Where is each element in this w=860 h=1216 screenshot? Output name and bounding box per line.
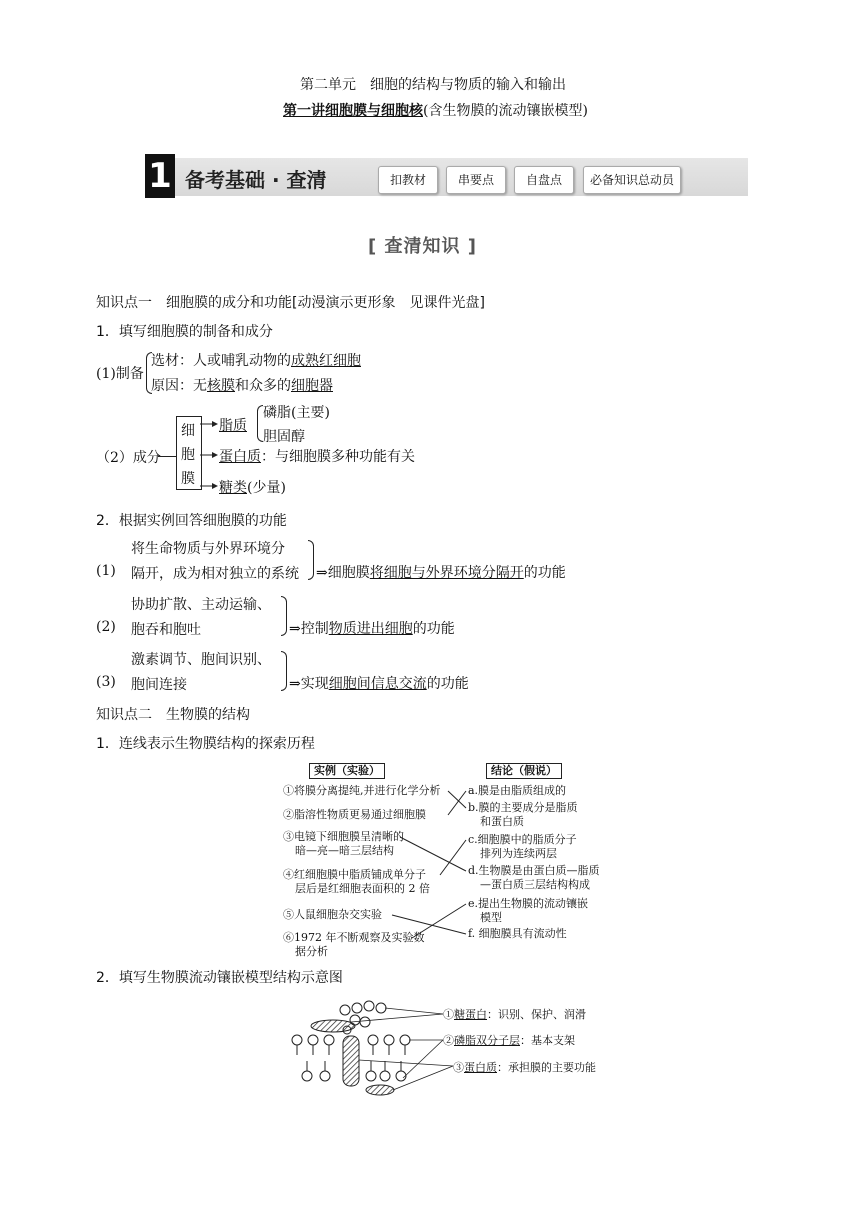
col-left-header: 实例（实验） — [309, 763, 385, 779]
f3-line1: 激素调节、胞间识别、 — [131, 652, 271, 668]
col-right-header: 结论（假说） — [486, 763, 562, 779]
fm-label-2-answer: 磷脂双分子层 — [454, 1034, 520, 1047]
comp-label: （2）成分 — [96, 450, 161, 466]
f1-result-a: ⇒细胞膜 — [316, 565, 370, 581]
match-line-5-f — [392, 915, 466, 934]
kp1-q1-title: 1．填写细胞膜的制备和成分 — [96, 324, 273, 340]
f3-line2: 胞间连接 — [131, 677, 187, 693]
sugar-label: 糖类 — [219, 480, 247, 496]
left-item-3a: ③电镜下细胞膜呈清晰的 — [283, 830, 404, 843]
fm-label-1-rest: ：识别、保护、润滑 — [487, 1008, 586, 1021]
prep-line1-answer: 成熟红细胞 — [291, 353, 361, 369]
membrane-char-2: 胞 — [181, 447, 195, 463]
fm-label-2 — [443, 1034, 575, 1048]
lipid-sub1: 磷脂(主要) — [263, 405, 330, 421]
f3-result-answer: 细胞间信息交流 — [328, 676, 427, 692]
fm-label-3 — [453, 1061, 596, 1075]
transmembrane-protein — [343, 1036, 359, 1086]
membrane-char-1: 细 — [181, 423, 195, 439]
right-item-b2: 和蛋白质 — [480, 815, 524, 828]
f1-result-b: 的功能 — [523, 565, 566, 581]
kp2-q2-title: 2．填写生物膜流动镶嵌模型结构示意图 — [96, 970, 343, 986]
banner-title: 备考基础 · 查清 — [185, 168, 327, 192]
kp2-q1-title: 1．连线表示生物膜结构的探索历程 — [96, 736, 315, 752]
right-item-a: a.膜是由脂质组成的 — [468, 784, 567, 797]
right-item-c1: c.细胞膜中的脂质分子 — [468, 833, 577, 846]
prep-line2-text-b: 和众多的 — [235, 378, 291, 394]
peripheral-protein — [366, 1085, 394, 1095]
prep-line2-answer1: 核膜 — [207, 378, 235, 394]
kp1-heading-text: 知识点一 细胞膜的成分和功能 — [96, 295, 292, 311]
fm-label-3-num: ③ — [453, 1061, 464, 1074]
left-item-4a: ④红细胞膜中脂质铺成单分子 — [283, 868, 426, 881]
f2-line1: 协助扩散、主动运输、 — [131, 597, 271, 613]
left-item-6b: 据分析 — [295, 945, 328, 958]
btn-key-points[interactable]: 串要点 — [446, 166, 506, 194]
left-item-4b: 层后是红细胞表面积的 2 倍 — [295, 882, 430, 895]
f1-result-answer: 将细胞与外界环境分隔开 — [369, 565, 524, 581]
f3-num: (3) — [96, 674, 116, 690]
f1-line1: 将生命物质与外界环境分 — [131, 541, 285, 557]
match-line-2-a — [448, 791, 466, 815]
protein-note: ：与细胞膜多种功能有关 — [261, 449, 415, 465]
prep-line2-answer2: 细胞器 — [291, 378, 333, 394]
banner-number: 1 — [145, 154, 175, 198]
btn-self-check[interactable]: 自盘点 — [514, 166, 574, 194]
fm-label-3-answer: 蛋白质 — [464, 1061, 497, 1074]
prep-line2-text-a: 原因：无 — [151, 378, 207, 394]
fm-label-2-rest: ：基本支架 — [520, 1034, 575, 1047]
kp2-heading: 知识点二 生物膜的结构 — [96, 707, 250, 723]
fm-label-1-num: ① — [443, 1008, 454, 1021]
right-item-f: f. 细胞膜具有流动性 — [468, 927, 567, 940]
f1-num: (1) — [96, 563, 116, 579]
prep-line1-text: 选材：人或哺乳动物的 — [151, 353, 291, 369]
f3-result-b: 的功能 — [426, 676, 469, 692]
fm-label-2-num: ② — [443, 1034, 454, 1047]
kp1-q2-title: 2．根据实例回答细胞膜的功能 — [96, 513, 287, 529]
f1-line2: 隔开，成为相对独立的系统 — [131, 566, 299, 582]
match-line-1-b — [448, 791, 466, 808]
left-item-1: ①将膜分离提纯,并进行化学分析 — [283, 784, 441, 797]
btn-textbook[interactable]: 扣教材 — [378, 166, 438, 194]
right-item-d2: —蛋白质三层结构构成 — [480, 878, 590, 891]
lecture-title-main: 第一讲细胞膜与细胞核 — [283, 103, 423, 119]
fm-label-3-rest: ：承担膜的主要功能 — [497, 1061, 596, 1074]
right-item-e1: e.提出生物膜的流动镶嵌 — [468, 897, 589, 910]
fm-label-1-answer: 糖蛋白 — [454, 1008, 487, 1021]
btn-knowledge-summary[interactable]: 必备知识总动员 — [583, 166, 681, 194]
glycoprotein-protein — [311, 1020, 355, 1032]
f2-line2: 胞吞和胞吐 — [131, 622, 201, 638]
left-item-6a: ⑥1972 年不断观察及实验数 — [283, 931, 425, 944]
kp1-heading-note: [动漫演示更形象 见课件光盘] — [292, 295, 485, 311]
left-item-5: ⑤人鼠细胞杂交实验 — [283, 908, 382, 921]
prep-label: (1)制备 — [96, 366, 144, 382]
right-item-b1: b.膜的主要成分是脂质 — [468, 801, 578, 814]
left-item-2: ②脂溶性物质更易通过细胞膜 — [283, 808, 426, 821]
f2-result-a: ⇒控制 — [289, 621, 329, 637]
section-tag: [ 查清知识 ] — [368, 236, 477, 257]
right-item-e2: 模型 — [480, 911, 502, 924]
right-item-c2: 排列为连续两层 — [480, 847, 557, 860]
right-item-d1: d.生物膜是由蛋白质—脂质 — [468, 864, 600, 877]
fm-label-1 — [443, 1008, 586, 1022]
fluid-mosaic-diagram — [285, 998, 455, 1098]
left-item-3b: 暗—亮—暗三层结构 — [295, 844, 394, 857]
f2-result-answer: 物质进出细胞 — [328, 621, 413, 637]
f3-result-a: ⇒实现 — [289, 676, 329, 692]
f2-num: (2) — [96, 619, 116, 635]
lipid-sub2: 胆固醇 — [263, 429, 305, 445]
unit-title: 第二单元 细胞的结构与物质的输入和输出 — [300, 77, 566, 93]
protein-label: 蛋白质 — [219, 449, 261, 465]
lipid-label: 脂质 — [219, 418, 247, 434]
membrane-char-3: 膜 — [181, 471, 195, 487]
f2-result-b: 的功能 — [412, 621, 455, 637]
sugar-note: (少量) — [247, 480, 286, 496]
lecture-title-rest: (含生物膜的流动镶嵌模型) — [423, 103, 588, 119]
match-line-6-e — [412, 904, 466, 938]
match-line-4-c — [440, 840, 466, 875]
